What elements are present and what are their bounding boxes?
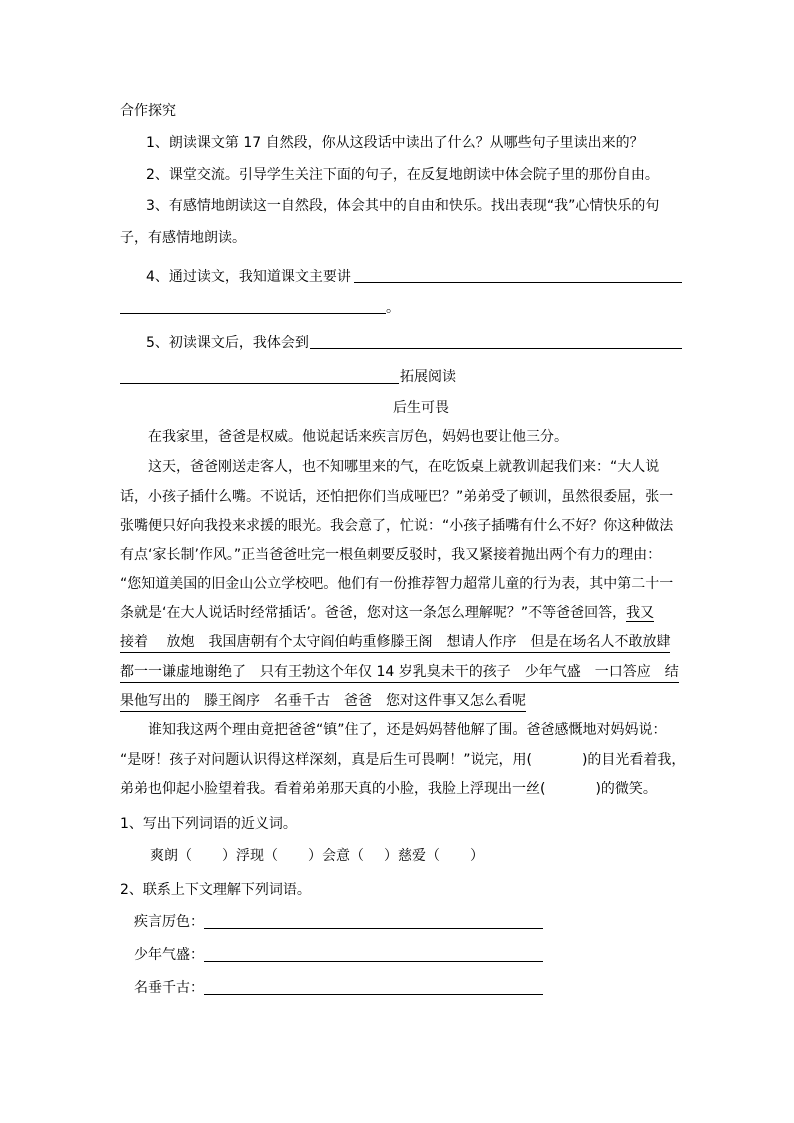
synonym-word: 慈爱（ — [398, 848, 440, 864]
story-p3-line — [120, 750, 685, 770]
question-1: 1、朗读课文第 17 自然段，你从这段话中读出了什么？从哪些句子里读出来的？ — [146, 135, 644, 151]
question-5-prefix: 5、初读课文后，我体会到 — [146, 335, 309, 351]
story-paragraph-1: 在我家里，爸爸是权威。他说起话来疾言厉色，妈妈也要让他三分。 — [148, 429, 568, 445]
story-p2-line: 张嘴便只好向我投来求援的眼光。我会意了，忙说：“小孩子插嘴有什么不好？你这种做法 — [120, 518, 674, 534]
exercise-1-prompt: 1、写出下列词语的近义词。 — [120, 816, 297, 832]
synonym-word: 浮现（ — [236, 848, 278, 864]
synonym-row — [150, 846, 484, 866]
question-4-prefix: 4、通过读文，我知道课文主要讲 — [146, 269, 351, 285]
story-p3-text: )的微笑。 — [595, 781, 657, 797]
story-p3-text: “是呀！孩子对问题认识得这样深刻，真是后生可畏啊！”说完，用( — [120, 752, 532, 768]
term-label: 名垂千古： — [134, 980, 204, 996]
story-title: 后生可畏 — [393, 400, 449, 416]
synonym-close: ） — [308, 848, 322, 864]
story-p2-line: 有点‘家长制’作风。”正当爸爸吐完一根鱼刺要反驳时，我又紧接着抛出两个有力的理由： — [120, 547, 662, 563]
story-p2-line: “您知道美国的旧金山公立学校吧。他们有一份推荐智力超常儿童的行为表，其中第二十一 — [120, 576, 674, 592]
extension-reading-label: 拓展阅读 — [400, 369, 456, 385]
answer-line-q4a[interactable] — [354, 282, 682, 283]
synonym-close: ） — [222, 848, 236, 864]
story-p2-line: 话，小孩子插什么嘴。不说话，还怕把你们当成哑巴？”弟弟受了顿训，虽然很委屈，张一 — [120, 489, 674, 505]
story-p3-text: 弟弟也仰起小脸望着我。看着弟弟那天真的小脸，我脸上浮现出一丝( — [120, 781, 546, 797]
story-p2-line: 这天，爸爸刚送走客人，也不知哪里来的气，在吃饭桌上就教训起我们来：“大人说 — [148, 459, 660, 475]
question-2: 2、课堂交流。引导学生关注下面的句子，在反复地朗读中体会院子里的那份自由。 — [146, 167, 659, 183]
synonym-close: ） — [470, 848, 484, 864]
story-p3-line — [120, 779, 657, 799]
answer-line-q5a[interactable] — [310, 348, 682, 349]
exercise-2-prompt: 2、联系上下文理解下列词语。 — [120, 882, 311, 898]
story-p2-line-underlined: 我又 — [626, 605, 655, 621]
story-p3-text: )的目光看着我， — [581, 752, 686, 768]
story-p2-line — [120, 603, 654, 623]
question-3-line-1: 3、有感情地朗读这一自然段，体会其中的自由和快乐。找出表现“我”心情快乐的句 — [146, 198, 660, 214]
story-p2-line-underlined: 都一一谦虚地谢绝了 只有王勃这个年仅 14 岁乳臭未干的孩子 少年气盛 一口答应 结 — [120, 662, 679, 683]
story-p3-line: 谁知我这两个理由竟把爸爸“镇”住了，还是妈妈替他解了围。爸爸感慨地对妈妈说： — [148, 722, 667, 738]
section-heading: 合作探究 — [120, 103, 176, 119]
term-answer-line[interactable] — [204, 994, 543, 995]
synonym-close: ） — [384, 848, 398, 864]
answer-line-q4b[interactable] — [120, 313, 386, 314]
question-4-end: 。 — [386, 300, 400, 316]
synonym-word: 爽朗（ — [150, 848, 192, 864]
story-p2-line-underlined: 果他写出的 滕王阁序 名垂千古 爸爸 您对这件事又怎么看呢 — [120, 691, 526, 712]
term-label: 疾言厉色： — [134, 914, 204, 930]
story-p2-line-plain: 条就是‘在大人说话时经常插话’。爸爸，您对这一条怎么理解呢？”不等爸爸回答， — [120, 605, 627, 621]
synonym-word: 会意（ — [322, 848, 364, 864]
term-label: 少年气盛： — [134, 947, 204, 963]
question-3-line-2: 子，有感情地朗读。 — [120, 230, 246, 246]
answer-line-q5b[interactable] — [120, 383, 399, 384]
term-answer-line[interactable] — [204, 961, 543, 962]
term-answer-line[interactable] — [204, 928, 543, 929]
story-p2-line-underlined: 接着 放炮 我国唐朝有个太守阎伯屿重修滕王阁 想请人作序 但是在场名人不敢放肆 — [120, 632, 670, 653]
